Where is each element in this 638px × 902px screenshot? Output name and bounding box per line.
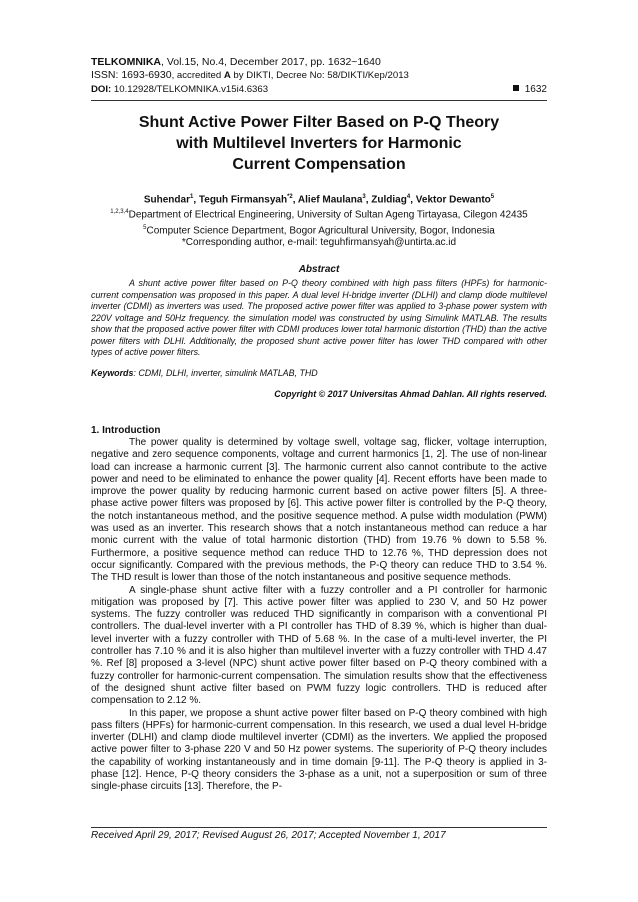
title-line-2: with Multilevel Inverters for Harmonic [176, 135, 462, 152]
abstract-heading: Abstract [298, 264, 340, 275]
author-3: Alief Maulana [297, 194, 363, 206]
header-divider [91, 100, 547, 101]
affiliation-2-sup: 5 [143, 224, 147, 231]
title-line-3: Current Compensation [232, 156, 406, 173]
journal-name: TELKOMNIKA [91, 56, 161, 68]
accreditation-text: , accredited [171, 70, 224, 81]
paragraph-3: In this paper, we propose a shunt active power filter based on P-Q theory combined with high pass filters (HPFs) for harmonic-current compensation. In this research, we used a dual level H-bridge inverter (DLHI) and clamp diode multilevel inverter (CDMI) as the inverters. We applied the proposed active power filter to 3-phase 220 V and 50 Hz power systems. The superiority of P-Q theory includes the capability of working instantaneously and in time domain [9-11]. The P-Q theory is applied in 3-phase [12]. Hence, P-Q theory considers the 3-phase as a unit, not a superposition or sum of three single-phase circuits [13]. Therefore, the P- [91, 707, 547, 793]
author-3-sup: 3 [362, 194, 366, 200]
abstract-text: A shunt active power filter based on P-Q theory combined with high pass filters (HPFs) for harmonic-current compensation was proposed in this paper. A dual level H-bridge inverter (DLHI) and clamp diode multilevel inverter (CDMI) as inverters was used. The proposed active power filter was applied to 3-phase power system with 220V voltage and 50Hz frequency. the simulation model was constructed by using Simulink MATLAB. The results show that the proposed active power filter with CDMI produces lower total harmonic distortion (THD) than the active power filters with DLHI. Additionally, the proposed shunt active power filter has lower THD compared with other types of active power filters. [91, 278, 547, 357]
paper-title [91, 112, 547, 175]
page-number-text: 1632 [524, 84, 547, 95]
author-4: Zuldiag [371, 194, 407, 206]
accreditation-decree: by DIKTI, Decree No: 58/DIKTI/Kep/2013 [230, 70, 409, 81]
accreditation-grade: A [223, 70, 231, 81]
author-5: Vektor Dewanto [415, 194, 491, 206]
doi-value: 10.12928/TELKOMNIKA.v15i4.6363 [111, 84, 269, 95]
doi-label: DOI: [91, 84, 112, 95]
issn: ISSN: 1693-6930 [91, 69, 172, 81]
corresponding-author: *Corresponding author, e-mail: teguhfirmansyah@untirta.ac.id [181, 236, 457, 248]
affiliation-1 [91, 206, 547, 221]
doi-line [91, 84, 547, 95]
affiliation-1-sup: 1,2,3,4 [110, 209, 129, 216]
copyright-notice: Copyright © 2017 Universitas Ahmad Dahlan. All rights reserved. [274, 389, 547, 399]
section-body [91, 437, 547, 794]
paragraph-1: The power quality is determined by voltage swell, voltage sag, flicker, voltage interruption, negative and zero sequence components, voltage and current harmonics [1, 2]. The use of non-linear load can increase a harmonic current [3]. The harmonic current also cannot contribute to the active power and need to be eliminated to enhance the power quality [4]. Recent efforts have been made to improve the power quality by reducing harmonic current based on active power filters [5]. A three-phase active power filters was proposed by [6]. This active power filter is controlled by the P-Q theory, the notch instantaneous method, and the positive sequence method. A pulse width modulation (PWM) was used as an inverter. This research shows that a notch instantaneous method can reduce a har monic current with the value of total harmonic distortion (THD) from 19.76 % down to 5.58 %. Furthermore, a positive sequence method can reduce THD to 12.76 %, THD depression does not occur significantly. Compared with the previous methods, the P-Q theory can reduce THD to 3.54 %. The THD result is lower than those of the notch instantaneous and positive sequence methods. [91, 437, 547, 584]
issn-line [91, 70, 547, 81]
author-4-sup: 4 [406, 194, 411, 200]
paragraph-2: A single-phase shunt active filter with a fuzzy controller and a PI controller for harmonic mitigation was proposed by [7]. This active power filter was applied to 230 V, and 50 Hz power systems. The fuzzy controller was reduced THD significantly in comparison with a conventional PI controllers. The dual-level inverter with a PI controller has THD of 8.39 %, which is higher than dual-level inverter with a fuzzy controller with THD of 5.68 %. In the case of a multi-level inverter, the PI controller has 7.10 % and it is also higher than multilevel inverter with a fuzzy controller with THD 4.47 %. Ref [8] proposed a 3-level (NPC) shunt active power filter based on P-Q theory combined with a fuzzy controller for harmonic-current compensation. The simulation results show that the effectiveness of the designed shunt active filter based on PWM fuzzy logic controllers. THD is reduced after compensation to 2.12 %. [91, 584, 547, 707]
author-1: Suhendar [143, 194, 190, 206]
received-dates: Received April 29, 2017; Revised August 26, 2017; Accepted November 1, 2017 [91, 830, 446, 841]
author-2: Teguh Firmansyah [198, 194, 288, 206]
keywords-text: : CDMI, DLHI, inverter, simulink MATLAB, THD [133, 368, 318, 378]
keywords [91, 368, 547, 378]
author-5-sup: 5 [490, 194, 495, 200]
section-heading: 1. Introduction [91, 425, 161, 436]
affiliation-2 [91, 222, 547, 237]
title-line-1: Shunt Active Power Filter Based on P-Q Theory [138, 114, 500, 131]
affiliation-1-text: Department of Electrical Engineering, University of Sultan Ageng Tirtayasa, Cilegon 42435 [128, 209, 528, 221]
keywords-label: Keywords [91, 368, 134, 378]
page-number [513, 84, 547, 95]
journal-header-line [91, 56, 547, 68]
volume-info: , Vol.15, No.4, December 2017, pp. 1632~1640 [161, 56, 381, 68]
affiliation-2-text: Computer Science Department, Bogor Agricultural University, Bogor, Indonesia [146, 224, 495, 236]
square-bullet-icon [513, 85, 519, 91]
author-names: Suhendar$^1$, Teguh Firmansyah$^{*2}$, Alief Maulana$^3$, Zuldiag$^4$, Vektor Dewanto$^5$ [143, 194, 495, 206]
author-2-sup: *2 [287, 194, 293, 200]
footer-divider [91, 827, 547, 828]
author-1-sup: 1 [189, 194, 194, 200]
author-block [91, 191, 547, 249]
